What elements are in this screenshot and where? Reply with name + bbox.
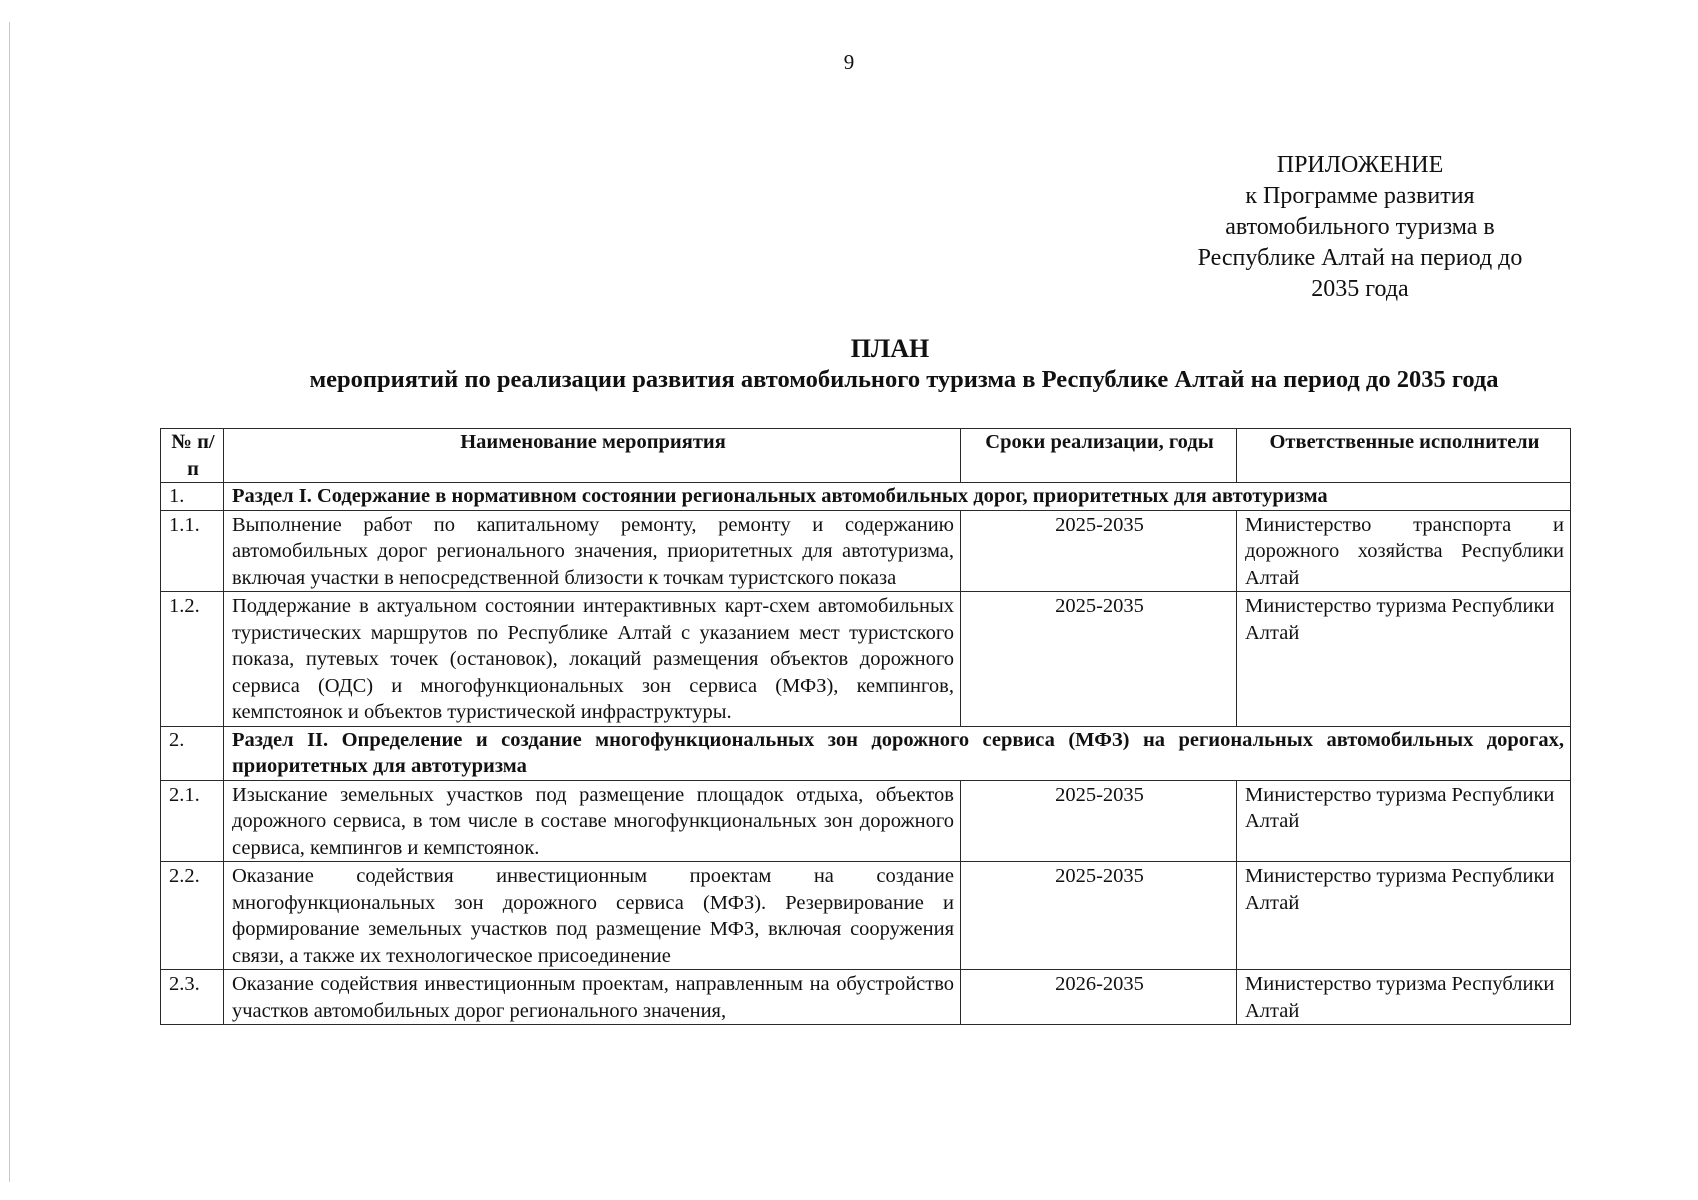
row-number: 1.1. <box>161 510 224 592</box>
section-title: Раздел II. Определение и создание многофункциональных зон дорожного сервиса (МФЗ) на региональных автомобильных дорогах, приоритетных для автотуризма <box>224 726 1571 780</box>
appendix-block <box>1170 150 1550 305</box>
scan-edge-line <box>9 22 10 1182</box>
section-title: Раздел I. Содержание в нормативном состоянии региональных автомобильных дорог, приоритетных для автотуризма <box>224 483 1571 511</box>
table-header-row <box>161 429 1571 483</box>
table-row <box>161 592 1571 727</box>
header-term: Сроки реализации, годы <box>961 429 1237 483</box>
section-row <box>161 726 1571 780</box>
row-term: 2025-2035 <box>961 510 1237 592</box>
row-number: 2.3. <box>161 970 224 1025</box>
header-num: № п/п <box>161 429 224 483</box>
row-responsible: Министерство туризма Республики Алтай <box>1237 592 1571 727</box>
section-number: 2. <box>161 726 224 780</box>
appendix-line: 2035 года <box>1311 276 1409 302</box>
plan-subtitle: мероприятий по реализации развития автомобильного туризма в Республике Алтай на период до 2035 года <box>309 366 1499 393</box>
row-term: 2025-2035 <box>961 780 1237 862</box>
row-number: 2.1. <box>161 780 224 862</box>
row-term: 2026-2035 <box>961 970 1237 1025</box>
appendix-heading: ПРИЛОЖЕНИЕ <box>1276 152 1444 178</box>
section-row <box>161 483 1571 511</box>
header-resp: Ответственные исполнители <box>1237 429 1571 483</box>
appendix-line: Республике Алтай на период до <box>1197 245 1523 271</box>
row-activity: Выполнение работ по капитальному ремонту, ремонту и содержанию автомобильных дорог регионального значения, приоритетных для автотуризма, включая участки в непосредственной близости к точкам туристского показа <box>224 510 961 592</box>
row-term: 2025-2035 <box>961 862 1237 970</box>
row-number: 1.2. <box>161 592 224 727</box>
row-responsible: Министерство туризма Республики Алтай <box>1237 862 1571 970</box>
row-activity: Изыскание земельных участков под размещение площадок отдыха, объектов дорожного сервиса, в том числе в составе многофункциональных зон дорожного сервиса, кемпингов и кемпстоянок. <box>224 780 961 862</box>
row-activity: Оказание содействия инвестиционным проектам на создание многофункциональных зон дорожного сервиса (МФЗ). Резервирование и формирование земельных участков под размещение МФЗ, включая сооружения связи, а также их технологическое присоединение <box>224 862 961 970</box>
table-row <box>161 510 1571 592</box>
row-activity: Оказание содействия инвестиционным проектам, направленным на обустройство участков автомобильных дорог регионального значения, <box>224 970 961 1025</box>
table-row <box>161 780 1571 862</box>
plan-title: ПЛАН <box>850 334 930 363</box>
row-number: 2.2. <box>161 862 224 970</box>
row-activity: Поддержание в актуальном состоянии интерактивных карт-схем автомобильных туристических маршрутов по Республике Алтай с указанием мест туристского показа, путевых точек (остановок), локаций размещения объектов дорожного сервиса (ОДС) и многофункциональных зон сервиса (МФЗ), кемпингов, кемпстоянок и объектов туристической инфраструктуры. <box>224 592 961 727</box>
appendix-line: к Программе развития <box>1245 183 1475 209</box>
appendix-line: автомобильного туризма в <box>1225 214 1495 240</box>
plan-table <box>160 428 1571 1025</box>
row-responsible: Министерство туризма Республики Алтай <box>1237 970 1571 1025</box>
row-responsible: Министерство туризма Республики Алтай <box>1237 780 1571 862</box>
table-row <box>161 862 1571 970</box>
row-term: 2025-2035 <box>961 592 1237 727</box>
header-name: Наименование мероприятия <box>224 429 961 483</box>
section-number: 1. <box>161 483 224 511</box>
row-responsible: Министерство транспорта и дорожного хозяйства Республики Алтай <box>1237 510 1571 592</box>
table-row <box>161 970 1571 1025</box>
page-number: 9 <box>843 50 855 74</box>
